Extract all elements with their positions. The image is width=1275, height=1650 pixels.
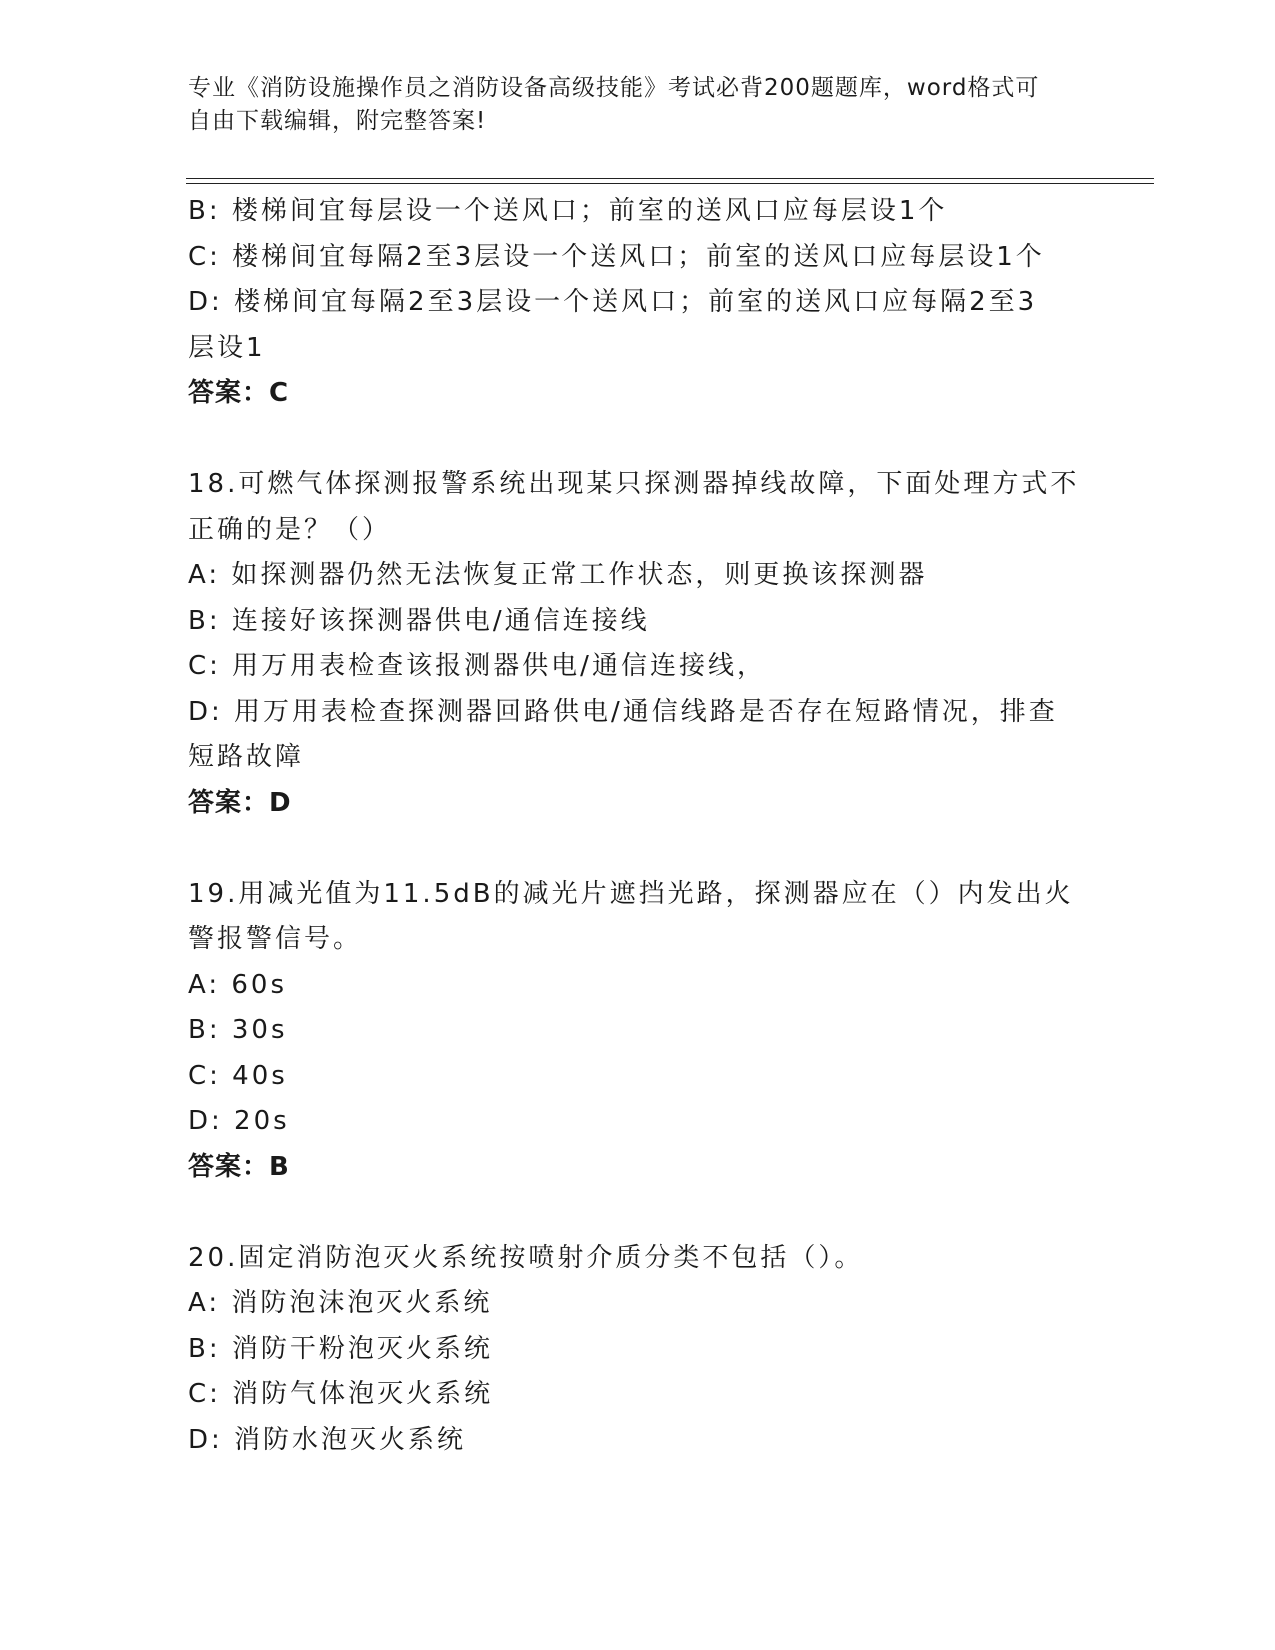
question-18 — [188, 462, 1088, 826]
option-d: D: 楼梯间宜每隔2至3层设一个送风口；前室的送风口应每隔2至3 — [188, 287, 1038, 317]
answer: 答案：D — [188, 787, 292, 818]
option-b: B: 消防干粉泡灭火系统 — [188, 1333, 493, 1364]
header-divider-top — [186, 178, 1154, 179]
option-d: D: 20s — [188, 1106, 290, 1136]
question-17 — [188, 189, 1088, 417]
option-d: D: 用万用表检查探测器回路供电/通信线路是否存在短路情况，排查 — [188, 696, 1058, 727]
option-c: C: 用万用表检查该报测器供电/通信连接线， — [188, 651, 766, 681]
question-19 — [188, 872, 1088, 1191]
header-divider-bottom — [186, 183, 1154, 184]
question-list — [188, 189, 1088, 1463]
option-c: C: 楼梯间宜每隔2至3层设一个送风口；前室的送风口应每层设1个 — [188, 241, 1045, 272]
question-text: 20.固定消防泡灭火系统按喷射介质分类不包括（）。 — [188, 1242, 864, 1273]
document-header — [188, 72, 1068, 138]
header-line-1: 专业《消防设施操作员之消防设备高级技能》考试必背200题题库，word格式可 — [188, 75, 1040, 101]
option-a: A: 如探测器仍然无法恢复正常工作状态，则更换该探测器 — [188, 560, 928, 590]
question-text: 18.可燃气体探测报警系统出现某只探测器掉线故障，下面处理方式不 — [188, 469, 1080, 499]
question-text-continued: 正确的是？（） — [188, 514, 392, 545]
option-b: B: 30s — [188, 1015, 288, 1045]
option-a: A: 60s — [188, 969, 287, 1000]
option-b: B: 连接好该探测器供电/通信连接线 — [188, 605, 650, 636]
answer: 答案：C — [188, 378, 290, 408]
option-b: B: 楼梯间宜每层设一个送风口；前室的送风口应每层设1个 — [188, 196, 948, 226]
question-20 — [188, 1236, 1088, 1464]
option-a: A: 消防泡沫泡灭火系统 — [188, 1288, 493, 1318]
header-line-2: 自由下载编辑，附完整答案! — [188, 108, 487, 134]
option-c: C: 消防气体泡灭火系统 — [188, 1379, 494, 1409]
option-d-continued: 短路故障 — [188, 742, 305, 772]
question-text: 19.用减光值为11.5dB的减光片遮挡光路，探测器应在（）内发出火 — [188, 878, 1074, 909]
question-text-continued: 警报警信号。 — [188, 924, 363, 954]
answer: 答案：B — [188, 1151, 290, 1182]
option-d: D: 消防水泡灭火系统 — [188, 1424, 467, 1455]
spacer — [188, 417, 1088, 463]
spacer — [188, 826, 1088, 872]
spacer — [188, 1190, 1088, 1236]
option-c: C: 40s — [188, 1060, 288, 1091]
option-d-continued: 层设1 — [188, 332, 266, 363]
